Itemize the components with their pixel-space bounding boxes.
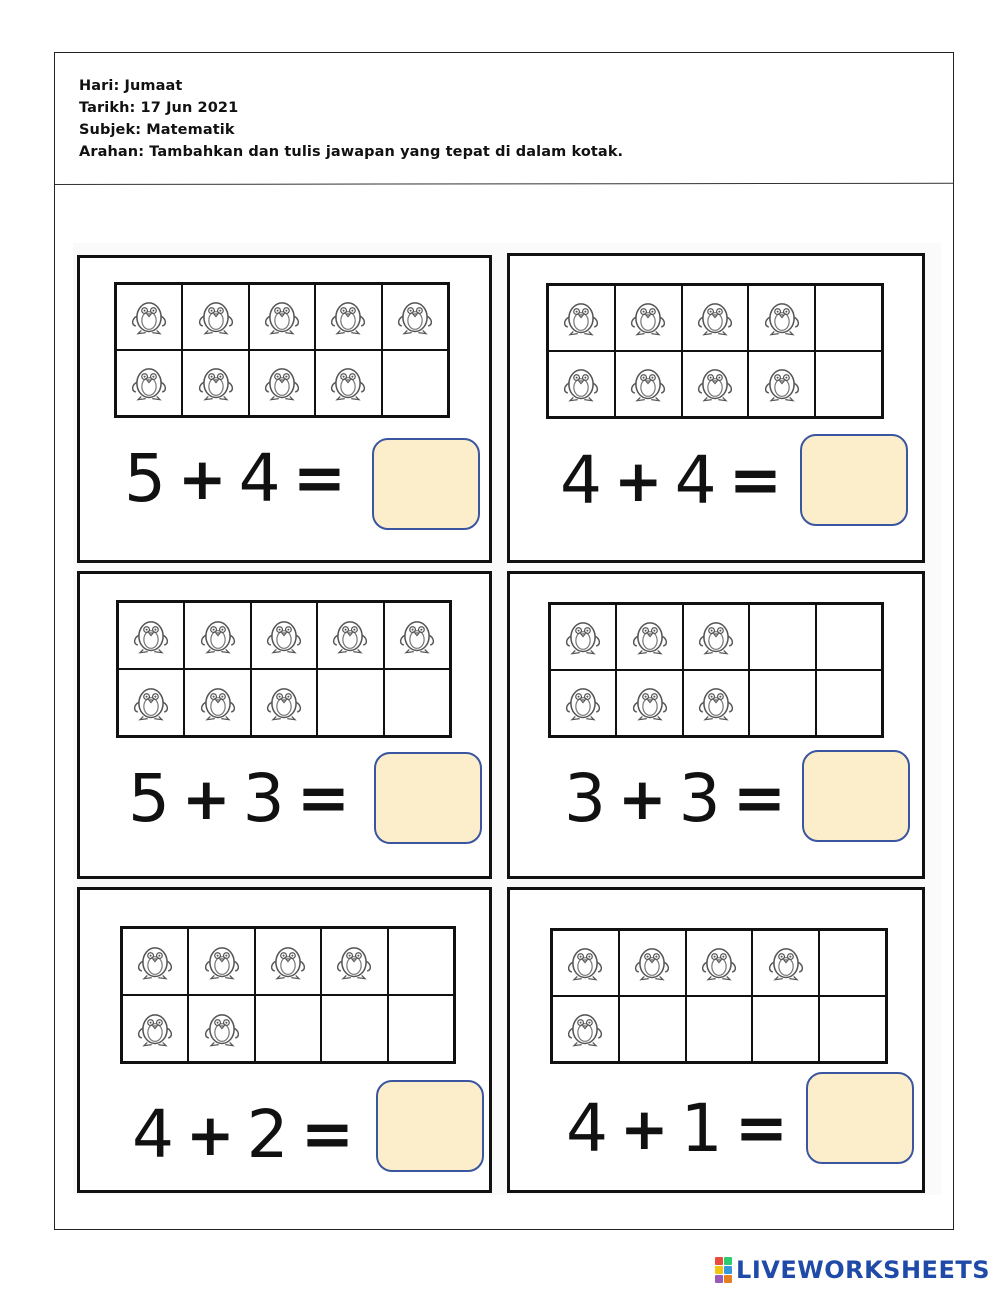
ten-frame-cell (122, 995, 188, 1062)
exercise-card (507, 571, 925, 879)
ten-frame-cell (552, 930, 619, 996)
ten-frame-cell (315, 350, 381, 416)
penguin-icon (561, 613, 605, 661)
equation (566, 1090, 800, 1167)
ten-frame-cell (748, 351, 815, 417)
header-divider (55, 183, 954, 185)
ten-frame-cell (816, 604, 882, 670)
plus-sign: + (178, 444, 227, 513)
liveworksheets-logo (715, 1256, 990, 1284)
ten-frame-cell (184, 602, 250, 669)
ten-frame-cell (251, 602, 317, 669)
date-label: Tarikh: 17 Jun 2021 (79, 100, 239, 116)
ten-frame-cell (752, 930, 819, 996)
answer-box[interactable] (802, 750, 910, 842)
ten-frame-cell (388, 995, 454, 1062)
ten-frame-cell (550, 670, 616, 736)
penguin-icon (559, 360, 603, 408)
equals-sign: = (734, 1091, 789, 1166)
instruction-label: Arahan: Tambahkan dan tulis jawapan yang tepat di dalam kotak. (79, 144, 624, 160)
penguin-icon (563, 939, 607, 987)
day-label: Hari: Jumaat (79, 78, 183, 94)
penguin-icon (395, 612, 439, 660)
penguin-icon (200, 938, 244, 986)
ten-frame-cell (550, 604, 616, 670)
worksheet-page (54, 52, 954, 1230)
ten-frame-cell (382, 284, 448, 350)
ten-frame-cell (116, 284, 182, 350)
answer-box[interactable] (800, 434, 908, 526)
penguin-icon (266, 938, 310, 986)
penguin-icon (693, 360, 737, 408)
logo-mark-icon (715, 1257, 732, 1283)
ten-frame (116, 600, 452, 738)
penguin-icon (127, 359, 171, 407)
equation (132, 1096, 366, 1173)
ten-frame-cell (682, 351, 749, 417)
ten-frame-cell (686, 930, 753, 996)
penguin-icon (200, 1005, 244, 1053)
addend-a: 5 (124, 440, 166, 517)
penguin-icon (697, 939, 741, 987)
ten-frame-cell (552, 996, 619, 1062)
penguin-icon (194, 359, 238, 407)
ten-frame-cell (116, 350, 182, 416)
worksheet-header (79, 75, 623, 163)
penguin-icon (326, 359, 370, 407)
addend-b: 3 (678, 760, 721, 837)
penguin-icon (133, 938, 177, 986)
ten-frame-cell (752, 996, 819, 1062)
exercise-board (73, 243, 941, 1195)
answer-box[interactable] (374, 752, 482, 844)
addend-b: 3 (242, 760, 285, 837)
addend-b: 4 (238, 440, 281, 517)
addend-b: 2 (246, 1096, 289, 1173)
penguin-icon (129, 612, 173, 660)
ten-frame-cell (118, 669, 184, 736)
plus-sign: + (620, 1094, 669, 1163)
ten-frame-cell (616, 604, 682, 670)
penguin-icon (262, 612, 306, 660)
ten-frame-cell (619, 996, 686, 1062)
ten-frame-cell (317, 602, 383, 669)
penguin-icon (563, 1005, 607, 1053)
penguin-icon (694, 613, 738, 661)
ten-frame-cell (686, 996, 753, 1062)
addend-a: 3 (564, 760, 606, 837)
answer-box[interactable] (806, 1072, 914, 1164)
addend-b: 1 (680, 1090, 723, 1167)
ten-frame-cell (182, 350, 248, 416)
equation (560, 442, 794, 519)
ten-frame (548, 602, 884, 738)
ten-frame-cell (683, 604, 749, 670)
penguin-icon (260, 293, 304, 341)
exercise-card (507, 887, 925, 1193)
ten-frame-cell (388, 928, 454, 995)
addend-a: 4 (132, 1096, 174, 1173)
ten-frame (546, 283, 884, 419)
equals-sign: = (732, 761, 787, 836)
penguin-icon (196, 612, 240, 660)
ten-frame-cell (819, 930, 886, 996)
exercise-card (77, 571, 492, 879)
ten-frame-cell (184, 669, 250, 736)
penguin-icon (561, 679, 605, 727)
ten-frame-cell (382, 350, 448, 416)
ten-frame-cell (118, 602, 184, 669)
penguin-icon (129, 679, 173, 727)
penguin-icon (328, 612, 372, 660)
ten-frame-cell (749, 604, 815, 670)
penguin-icon (127, 293, 171, 341)
penguin-icon (693, 294, 737, 342)
equals-sign: = (728, 443, 783, 518)
addend-b: 4 (674, 442, 717, 519)
ten-frame-cell (122, 928, 188, 995)
ten-frame-cell (548, 351, 615, 417)
ten-frame-cell (317, 669, 383, 736)
penguin-icon (630, 939, 674, 987)
ten-frame-cell (249, 350, 315, 416)
ten-frame-cell (321, 995, 387, 1062)
ten-frame-cell (384, 669, 450, 736)
ten-frame-cell (749, 670, 815, 736)
ten-frame (114, 282, 450, 418)
penguin-icon (626, 360, 670, 408)
plus-sign: + (614, 446, 663, 515)
penguin-icon (196, 679, 240, 727)
plus-sign: + (186, 1100, 235, 1169)
penguin-icon (559, 294, 603, 342)
ten-frame-cell (619, 930, 686, 996)
ten-frame-cell (321, 928, 387, 995)
equals-sign: = (300, 1097, 355, 1172)
ten-frame (120, 926, 456, 1064)
penguin-icon (133, 1005, 177, 1053)
addend-a: 5 (128, 760, 170, 837)
ten-frame-cell (188, 928, 254, 995)
ten-frame-cell (315, 284, 381, 350)
penguin-icon (626, 294, 670, 342)
penguin-icon (760, 294, 804, 342)
equals-sign: = (296, 761, 351, 836)
ten-frame-cell (251, 669, 317, 736)
plus-sign: + (618, 764, 667, 833)
penguin-icon (694, 679, 738, 727)
ten-frame-cell (548, 285, 615, 351)
ten-frame-cell (815, 285, 882, 351)
penguin-icon (760, 360, 804, 408)
ten-frame (550, 928, 888, 1064)
penguin-icon (332, 938, 376, 986)
penguin-icon (260, 359, 304, 407)
answer-box[interactable] (372, 438, 480, 530)
equals-sign: = (292, 441, 347, 516)
exercise-card (507, 253, 925, 563)
addend-a: 4 (566, 1090, 608, 1167)
penguin-icon (194, 293, 238, 341)
exercise-card (77, 255, 492, 563)
subject-label: Subjek: Matematik (79, 122, 235, 138)
exercise-card (77, 887, 492, 1193)
equation (128, 760, 362, 837)
equation (564, 760, 798, 837)
penguin-icon (262, 679, 306, 727)
penguin-icon (628, 679, 672, 727)
plus-sign: + (182, 764, 231, 833)
equation (124, 440, 358, 517)
ten-frame-cell (182, 284, 248, 350)
penguin-icon (628, 613, 672, 661)
ten-frame-cell (615, 285, 682, 351)
ten-frame-cell (255, 928, 321, 995)
logo-text: LIVEWORKSHEETS (736, 1256, 990, 1284)
ten-frame-cell (819, 996, 886, 1062)
ten-frame-cell (249, 284, 315, 350)
ten-frame-cell (815, 351, 882, 417)
ten-frame-cell (616, 670, 682, 736)
penguin-icon (764, 939, 808, 987)
ten-frame-cell (748, 285, 815, 351)
ten-frame-cell (683, 670, 749, 736)
answer-box[interactable] (376, 1080, 484, 1172)
ten-frame-cell (188, 995, 254, 1062)
ten-frame-cell (615, 351, 682, 417)
ten-frame-cell (255, 995, 321, 1062)
addend-a: 4 (560, 442, 602, 519)
ten-frame-cell (816, 670, 882, 736)
ten-frame-cell (682, 285, 749, 351)
penguin-icon (393, 293, 437, 341)
ten-frame-cell (384, 602, 450, 669)
penguin-icon (326, 293, 370, 341)
